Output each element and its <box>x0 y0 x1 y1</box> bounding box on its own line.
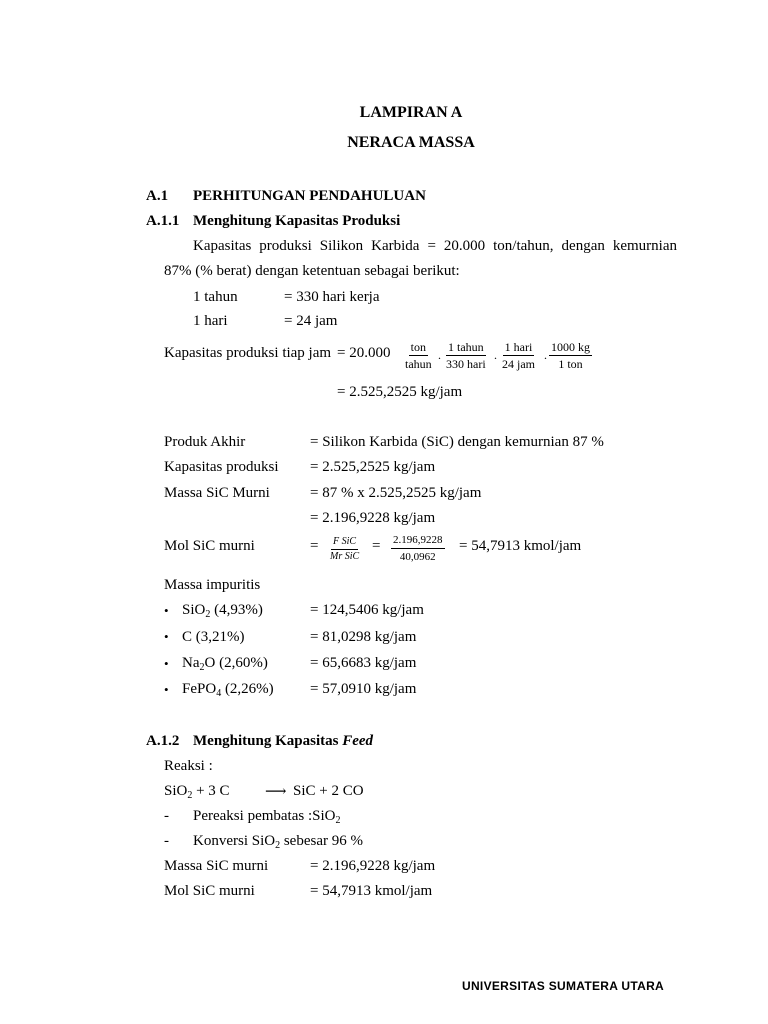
multiply-dot: . <box>438 348 441 362</box>
fraction <box>549 340 592 371</box>
definition-value: = 24 jam <box>284 313 338 329</box>
fraction-numerator: 2.196,9228 <box>391 533 445 549</box>
definition-value: = 330 hari kerja <box>284 289 380 305</box>
bullet-icon: • <box>164 629 169 644</box>
definition-label: 1 tahun <box>193 289 238 305</box>
dash-item: Konversi SiO$_2$ sebesar 96 % <box>193 833 363 851</box>
row-value: = 2.525,2525 kg/jam <box>310 459 436 475</box>
fraction <box>391 533 445 564</box>
fraction <box>328 536 361 563</box>
equation-result: = 2.525,2525 kg/jam <box>337 384 463 400</box>
row-value: = 87 % x 2.525,2525 kg/jam <box>310 485 482 501</box>
impurity-value: = 124,5406 kg/jam <box>310 602 424 618</box>
arrow-right-icon: ⟶ <box>265 784 287 800</box>
impurity-name: C (3,21%) <box>182 629 245 645</box>
fraction-numerator: ton <box>410 340 426 354</box>
reaction-products: SiC + 2 CO <box>293 783 364 799</box>
fraction-numerator: F SiC <box>331 536 358 550</box>
mol-equals: = <box>372 538 381 554</box>
subsection-heading: Menghitung Kapasitas Feed <box>193 733 374 749</box>
fraction <box>500 340 537 371</box>
impurity-name: SiO$_2$ (4,93%) <box>182 602 263 620</box>
fraction-denominator: Mr SiC <box>330 551 360 562</box>
section-number: A.1 <box>146 188 169 204</box>
subsection-number: A.1.1 <box>146 213 180 229</box>
intro-paragraph-line1: Kapasitas produksi Silikon Karbida = 20.000 ton/tahun, dengan kemurnian <box>193 238 677 254</box>
row-label: Mol SiC murni <box>164 883 255 899</box>
impurity-value: = 57,0910 kg/jam <box>310 681 417 697</box>
subsection-number: A.1.2 <box>146 733 180 749</box>
fraction <box>403 340 434 371</box>
reaksi-label: Reaksi : <box>164 758 213 774</box>
bullet-icon: • <box>164 603 169 618</box>
page-title: LAMPIRAN A <box>359 104 463 121</box>
multiply-dot: . <box>494 348 497 362</box>
impurity-value: = 65,6683 kg/jam <box>310 655 417 671</box>
section-heading: PERHITUNGAN PENDAHULUAN <box>193 188 426 204</box>
equation-equals: = 20.000 <box>337 345 391 361</box>
reaction-reactants: SiO$_2$ + 3 C <box>164 783 230 801</box>
footer-university: UNIVERSITAS SUMATERA UTARA <box>462 979 665 993</box>
mol-result: = 54,7913 kmol/jam <box>459 538 582 554</box>
impurity-value: = 81,0298 kg/jam <box>310 629 417 645</box>
dash-marker: - <box>164 833 169 849</box>
impuritis-title: Massa impuritis <box>164 577 261 593</box>
dash-marker: - <box>164 808 169 824</box>
fraction <box>444 340 488 371</box>
mol-label: Mol SiC murni <box>164 538 255 554</box>
bullet-icon: • <box>164 682 169 697</box>
row-label: Massa SiC murni <box>164 858 269 874</box>
bullet-icon: • <box>164 656 169 671</box>
fraction-denominator: tahun <box>405 357 432 371</box>
fraction-denominator: 1 ton <box>558 357 583 371</box>
row-value: = 2.196,9228 kg/jam <box>310 858 436 874</box>
subsection-heading: Menghitung Kapasitas Produksi <box>193 213 401 229</box>
impurity-name: FePO$_4$ (2,26%) <box>182 681 274 699</box>
equation-label: Kapasitas produksi tiap jam <box>164 345 332 361</box>
fraction-denominator: 330 hari <box>446 357 486 371</box>
fraction-numerator: 1 tahun <box>447 340 484 354</box>
row-value: = 54,7913 kmol/jam <box>310 883 433 899</box>
page-subtitle: NERACA MASSA <box>347 134 475 151</box>
dash-item: Pereaksi pembatas :SiO$_2$ <box>193 808 341 826</box>
fraction-denominator: 40,0962 <box>399 551 436 563</box>
fraction-denominator: 24 jam <box>502 357 535 371</box>
row-label: Massa SiC Murni <box>164 485 270 501</box>
row-value: = Silikon Karbida (SiC) dengan kemurnian 87 % <box>310 434 604 450</box>
fraction-numerator: 1000 kg <box>551 340 590 354</box>
multiply-dot: . <box>544 348 547 362</box>
impurity-name: $Na_2O$ (2,60%) <box>182 655 268 673</box>
row-value: = 2.196,9228 kg/jam <box>310 510 436 526</box>
mol-equals: = <box>310 538 319 554</box>
fraction-numerator: 1 hari <box>504 340 533 354</box>
definition-label: 1 hari <box>193 313 228 329</box>
row-label: Kapasitas produksi <box>164 459 279 475</box>
row-label: Produk Akhir <box>164 434 246 450</box>
intro-paragraph-line2: 87% (% berat) dengan ketentuan sebagai berikut: <box>164 263 460 279</box>
